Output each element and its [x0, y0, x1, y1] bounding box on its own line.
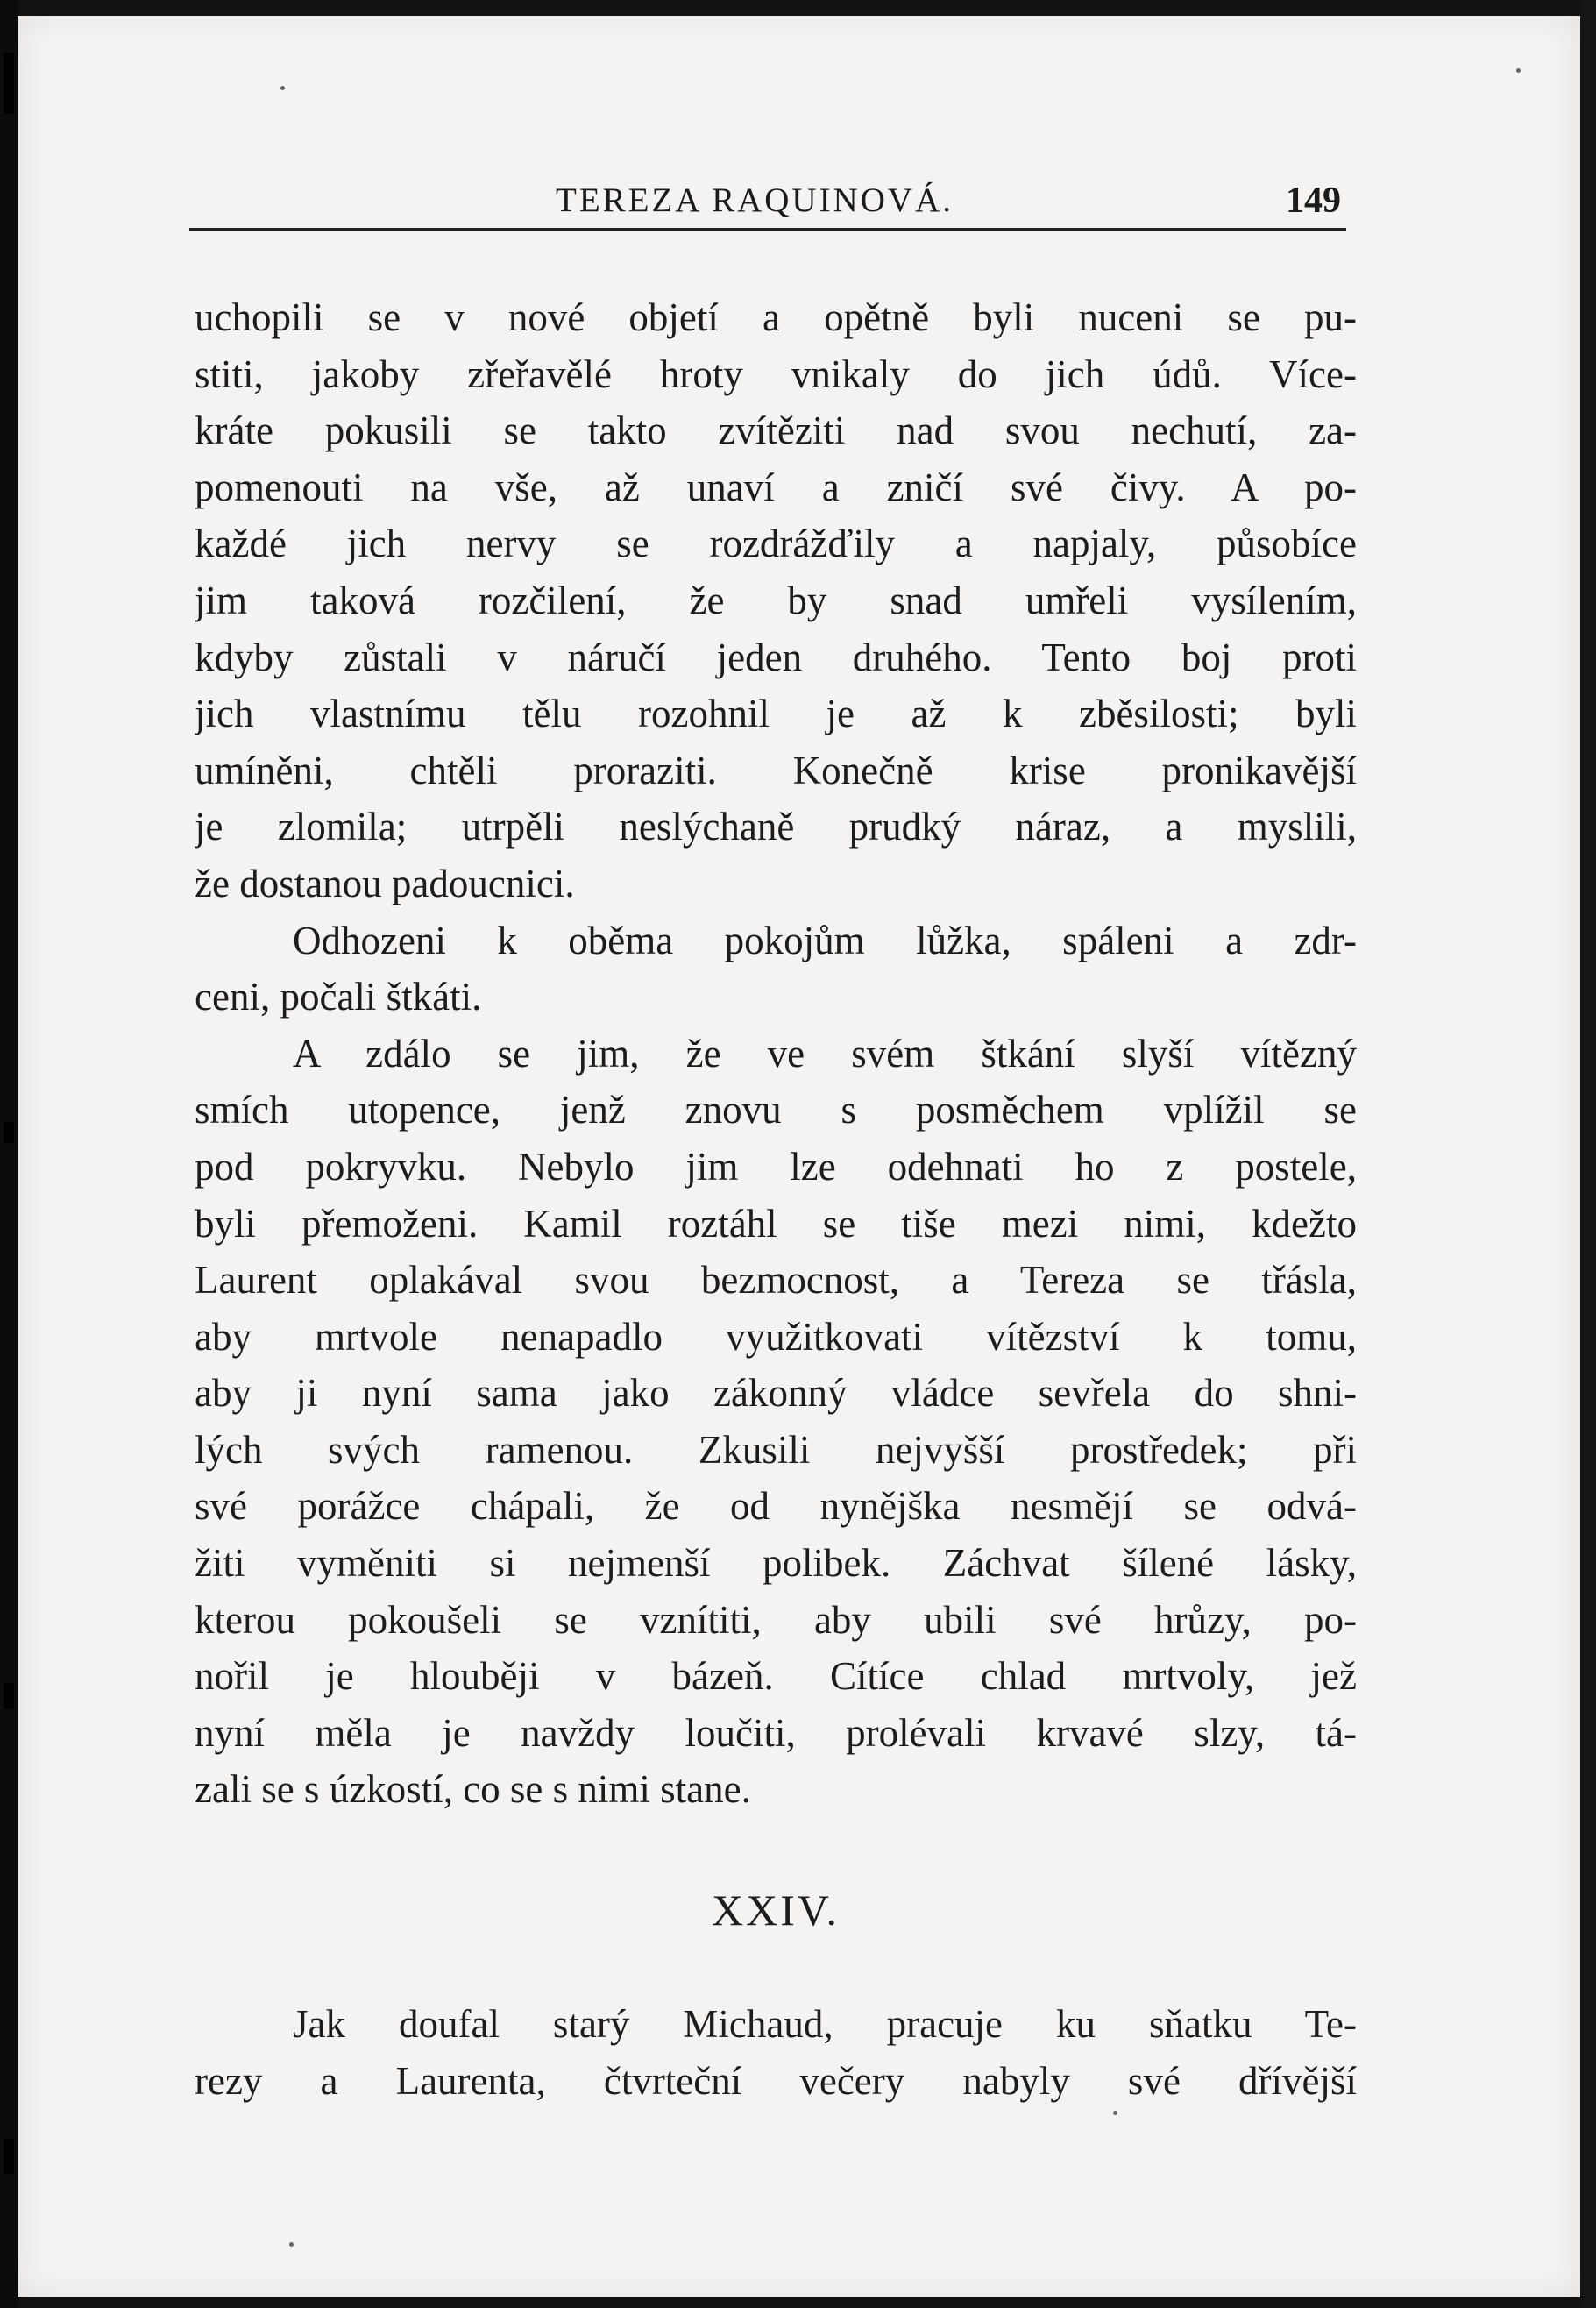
chapter-text: [195, 1996, 1357, 2109]
body-text: [195, 289, 1357, 1818]
binding-mark: [4, 1122, 14, 1143]
text-line: kdyby zůstali v náručí jeden druhého. Tento boj proti: [195, 635, 1357, 679]
text-line: zali se s úzkostí, co se s nimi stane.: [195, 1767, 751, 1812]
text-line: každé jich nervy se rozdrážďily a napjaly, působíce: [195, 522, 1357, 566]
paper-speck: [1516, 68, 1521, 73]
text-line: umíněni, chtěli proraziti. Konečně krise pronikavější: [195, 748, 1357, 792]
running-header: [189, 174, 1346, 231]
text-line: byli přemoženi. Kamil roztáhl se tiše mezi nimi, kdežto: [195, 1201, 1357, 1246]
text-line: lých svých ramenou. Zkusili nejvyšší prostředek; při: [195, 1427, 1357, 1472]
text-line: je zlomila; utrpěli neslýchaně prudký náraz, a myslili,: [195, 805, 1357, 849]
running-title: TEREZA RAQUINOVÁ.: [556, 181, 954, 219]
text-line: pomenouti na vše, až unaví a zničí své čivy. A po-: [195, 465, 1357, 509]
text-line: žiti vyměniti si nejmenší polibek. Záchvat šílené lásky,: [195, 1541, 1357, 1586]
text-line: rezy a Laurenta, čtvrteční večery nabyly své dřívější: [195, 2058, 1357, 2103]
binding-mark: [4, 1683, 14, 1709]
right-page-edge: [1580, 0, 1596, 2308]
text-line: nořil je hlouběji v bázeň. Cítíce chlad mrtvoly, jež: [195, 1654, 1357, 1699]
text-line: jim taková rozčilení, že by snad umřeli vysílením,: [195, 578, 1357, 622]
text-line: jich vlastnímu tělu rozohnil je až k zběsilosti; byli: [195, 692, 1357, 736]
text-line: stiti, jakoby zřeřavělé hroty vnikaly do jich údů. Více-: [195, 352, 1357, 396]
binding-mark: [4, 53, 14, 114]
text-line: aby ji nyní sama jako zákonný vládce sevřela do shni-: [195, 1371, 1357, 1416]
binding-edge: [0, 0, 18, 2308]
binding-mark: [4, 2139, 14, 2174]
text-line: pod pokryvku. Nebylo jim lze odehnati ho z postele,: [195, 1144, 1357, 1189]
text-line: že dostanou padoucnici.: [195, 861, 575, 905]
text-line: smích utopence, jenž znovu s posměchem vplížil se: [195, 1088, 1357, 1133]
text-line: Laurent oplakával svou bezmocnost, a Tereza se třásla,: [195, 1258, 1357, 1303]
text-line: aby mrtvole nenapadlo využitkovati vítězství k tomu,: [195, 1314, 1357, 1359]
paper-speck: [280, 86, 285, 90]
paper-speck: [1113, 2111, 1117, 2115]
paper-speck: [289, 2242, 294, 2247]
text-line: uchopili se v nové objetí a opětně byli nuceni se pu-: [195, 295, 1357, 339]
chapter-heading: XXIV.: [711, 1885, 841, 1935]
page-number: 149: [1286, 181, 1341, 221]
text-line: své porážce chápali, že od nynějška nesmějí se odvá-: [195, 1484, 1357, 1529]
text-line: Jak doufal starý Michaud, pracuje ku sňatku Te-: [293, 2002, 1357, 2046]
text-line: kterou pokoušeli se vznítiti, aby ubili své hrůzy, po-: [195, 1597, 1357, 1642]
text-line: nyní měla je navždy loučiti, prolévali krvavé slzy, tá-: [195, 1710, 1357, 1755]
text-line: kráte pokusili se takto zvítěziti nad svou nechutí, za-: [195, 408, 1357, 453]
text-line: A zdálo se jim, že ve svém štkání slyší vítězný: [293, 1031, 1357, 1076]
text-line: ceni, počali štkáti.: [195, 975, 482, 1019]
text-line: Odhozeni k oběma pokojům lůžka, spáleni a zdr-: [293, 918, 1357, 962]
